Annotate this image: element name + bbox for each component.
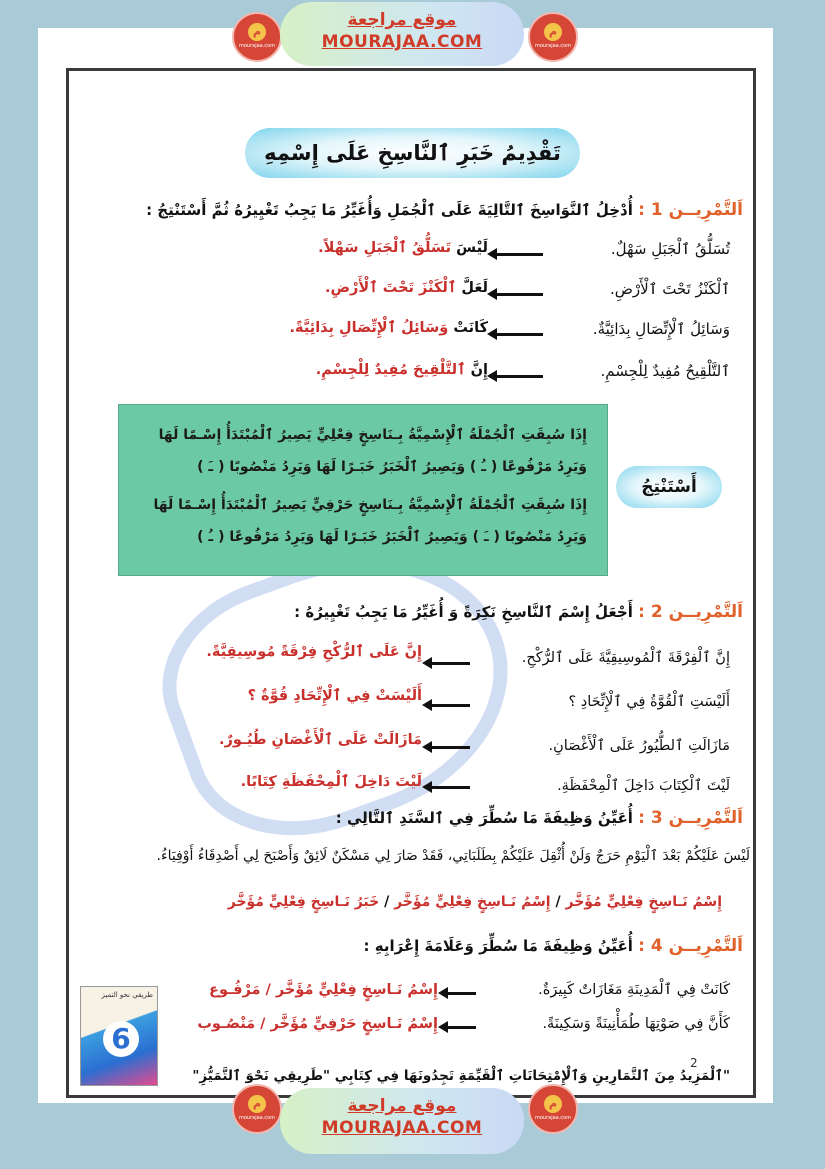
site-name-en: MOURAJAA.COM — [321, 32, 483, 52]
exercise1-row: وَسَائِلُ ٱلْإِتِّصَالِ بِدَائِيَّةٌ. — [592, 320, 730, 338]
exercise2-answer: لَيْتَ دَاخِلَ ٱلْمِحْفَظَةِ كِتَابًا. — [240, 774, 422, 790]
site-name-ar: موقع مراجعة — [347, 1096, 457, 1116]
arrow-icon — [430, 786, 470, 789]
exercise1-answer: إِنَّ ٱلتَّلْقِيحَ مُفِيدٌ لِلْجِسْمِ. — [315, 362, 488, 378]
exercise1-answer: لَعَلَّ ٱلْكَنْزَ تَحْتَ ٱلْأَرْضِ. — [325, 280, 488, 296]
exercise2-source: لَيْتَ ٱلْكِتَابَ دَاخِلَ ٱلْمِحْفَظَةِ. — [557, 778, 730, 794]
arrow-icon — [495, 375, 543, 378]
page-number: 2 — [690, 1056, 698, 1070]
site-badge-left-bottom: م mourajaa.com — [232, 1084, 282, 1134]
exercise3-text: لَيْسَ عَلَيْكُمْ بَعْدَ ٱلْيَوْمِ حَرَجٌ وَلَنْ أُثْقِلَ عَلَيْكُمْ بِطَلَبَاتِي، فَقَدْ صَارَ لِي مَسْكَنٌ لَائِقٌ وَأَصْبَحَ لِي أَصْدِقَاءُ أَوْفِيَاءُ. — [156, 848, 750, 864]
exercise1-row: ٱلتَّلْقِيحُ مُفِيدٌ لِلْجِسْمِ. — [600, 362, 730, 380]
arrow-icon — [495, 333, 543, 336]
exercise1-answer: لَيْسَ تَسَلُّقُ ٱلْجَبَلِ سَهْلاً. — [318, 240, 488, 256]
exercise4-heading: اَلتَّمْرِيــن 4 : أُعَيِّنُ وَظِيفَةَ مَا سُطِّرَ وَعَلَامَةَ إِعْرَابِهِ : — [363, 936, 743, 956]
exercise2-source: أَلَيْسَتِ ٱلْقُوَّةُ فِي ٱلْإِتِّحَادِ ؟ — [568, 694, 730, 710]
site-badge-left-top: م mourajaa.com — [232, 12, 282, 62]
arrow-icon — [446, 992, 476, 995]
site-badge-right-bottom: م mourajaa.com — [528, 1084, 578, 1134]
arrow-icon — [495, 293, 543, 296]
arrow-icon — [430, 662, 470, 665]
footer-promo: "ٱلْمَزِيدُ مِنَ ٱلتَّمَارِينِ وَٱلْإِمْتِحَانَاتِ ٱلْقَيِّمَةِ تَجِدُونَهَا فِي كِتَابِي "طَرِيقِي نَحْوَ ٱلتَّمَيُّزِ" — [192, 1068, 730, 1084]
site-badge-right-top: م mourajaa.com — [528, 12, 578, 62]
exercise4-source: كَانَتْ فِي ٱلْمَدِينَةِ مَغَازَاتٌ كَبِيرَةٌ. — [538, 982, 730, 998]
book-cover: طريقي نحو التميز 6 — [80, 986, 158, 1086]
exercise2-source: مَازَالَتِ ٱلطُّيُورُ عَلَى ٱلْأَغْصَانِ. — [548, 738, 730, 754]
exercise3-answers: إِسْمُ نَـاسِخٍ فِعْلِيٍّ مُؤَخَّر / إِسْمُ نَـاسِخٍ فِعْلِيٍّ مُؤَخَّر / خَبَرُ نَـاسِخٍ فِعْلِيٍّ مُؤَخَّر — [227, 894, 722, 910]
exercise4-source: كَأَنَّ فِي صَوْتِهَا طُمَأْنِينَةً وَسَكِينَةً. — [542, 1016, 730, 1032]
exercise1-row: ٱلْكَنْزُ تَحْتَ ٱلْأَرْضِ. — [609, 280, 730, 298]
conclusion-box — [118, 404, 608, 576]
arrow-icon — [495, 253, 543, 256]
exercise2-source: إِنَّ ٱلْفِرْقَةَ ٱلْمُوسِيقِيَّةَ عَلَى ٱلرُّكْحِ. — [521, 650, 730, 666]
page-title: تَقْدِيمُ خَبَرِ ٱلنَّاسِخِ عَلَى إِسْمِهِ — [245, 128, 580, 178]
exercise2-answer: أَلَيْسَتْ فِي ٱلْإِتِّحَادِ قُوَّةٌ ؟ — [247, 688, 422, 704]
logo-icon: م — [544, 23, 562, 41]
site-banner-bottom[interactable] — [280, 1088, 524, 1154]
arrow-icon — [430, 704, 470, 707]
site-name-ar: موقع مراجعة — [347, 10, 457, 30]
exercise2-answer: مَازَالَتْ عَلَى ٱلْأَغْصَانِ طُيُـورٌ. — [219, 732, 422, 748]
site-banner-top[interactable] — [280, 2, 524, 66]
exercise2-answer: إِنَّ عَلَى ٱلرُّكْحِ فِرْقَةً مُوسِيقِيَّةً. — [206, 644, 422, 660]
conclusion-label: أَسْتَنْتِجُ — [616, 466, 722, 508]
logo-icon: م — [544, 1095, 562, 1113]
exercise1-heading: اَلتَّمْرِيــن 1 : أُدْخِلُ ٱلنَّوَاسِخَ ٱلتَّالِيَةَ عَلَى ٱلْجُمَلِ وَأُغَيِّرُ مَا يَجِبُ تَغْيِيرُهُ ثُمَّ أَسْتَنْتِجُ : — [146, 200, 743, 220]
logo-icon: م — [248, 23, 266, 41]
exercise4-answer: إِسْمُ نَـاسِخٍ حَرْفِيٍّ مُؤَخَّر / مَنْصُـوب — [197, 1016, 438, 1032]
arrow-icon — [430, 746, 470, 749]
conclusion-paragraph-2: إِذَا سُبِقَتِ ٱلْجُمْلَةُ ٱلْإِسْمِيَّةُ بِـنَاسِخٍ حَرْفِيٍّ يَصِيرُ ٱلْمُبْتَدَأُ إِسْـمًا لَهَا وَيَرِدُ مَنْصُوبًا ( ـَ ) وَيَصِيرُ ٱلْخَبَرُ خَبَـرًا لَهَا وَيَرِدُ مَرْفُوعًا ( ـُ ) — [153, 497, 587, 545]
logo-icon: م — [248, 1095, 266, 1113]
exercise1-row: تُسَلُّقُ ٱلْجَبَلِ سَهْلٌ. — [610, 240, 730, 258]
arrow-icon — [446, 1026, 476, 1029]
exercise2-heading: اَلتَّمْرِيــن 2 : أَجْعَلُ إِسْمَ ٱلنَّاسِخِ نَكِرَةً وَ أُغَيِّرُ مَا يَجِبُ تَغْيِيرُهُ : — [294, 602, 743, 622]
conclusion-paragraph-1: إِذَا سُبِقَتِ ٱلْجُمْلَةُ ٱلْإِسْمِيَّةُ بِـنَاسِخٍ فِعْلِيٍّ يَصِيرُ ٱلْمُبْتَدَأُ إِسْـمًا لَهَا وَيَرِدُ مَرْفُوعًا ( ـُ ) وَيَصِيرُ ٱلْخَبَرُ خَبَـرًا لَهَا وَيَرِدُ مَنْصُوبًا ( ـَ ) — [158, 427, 587, 475]
exercise3-heading: اَلتَّمْرِيــن 3 : أُعَيِّنُ وَظِيفَةَ مَا سُطِّرَ فِي ٱلسَّنَدِ ٱلتَّالِي : — [335, 808, 743, 828]
exercise4-answer: إِسْمُ نَـاسِخٍ فِعْلِيٍّ مُؤَخَّر / مَرْفُـوع — [209, 982, 438, 998]
exercise1-answer: كَانَتْ وَسَائِلُ ٱلْإِتِّصَالِ بِدَائِيَّةً. — [289, 320, 488, 336]
site-name-en: MOURAJAA.COM — [321, 1118, 483, 1138]
